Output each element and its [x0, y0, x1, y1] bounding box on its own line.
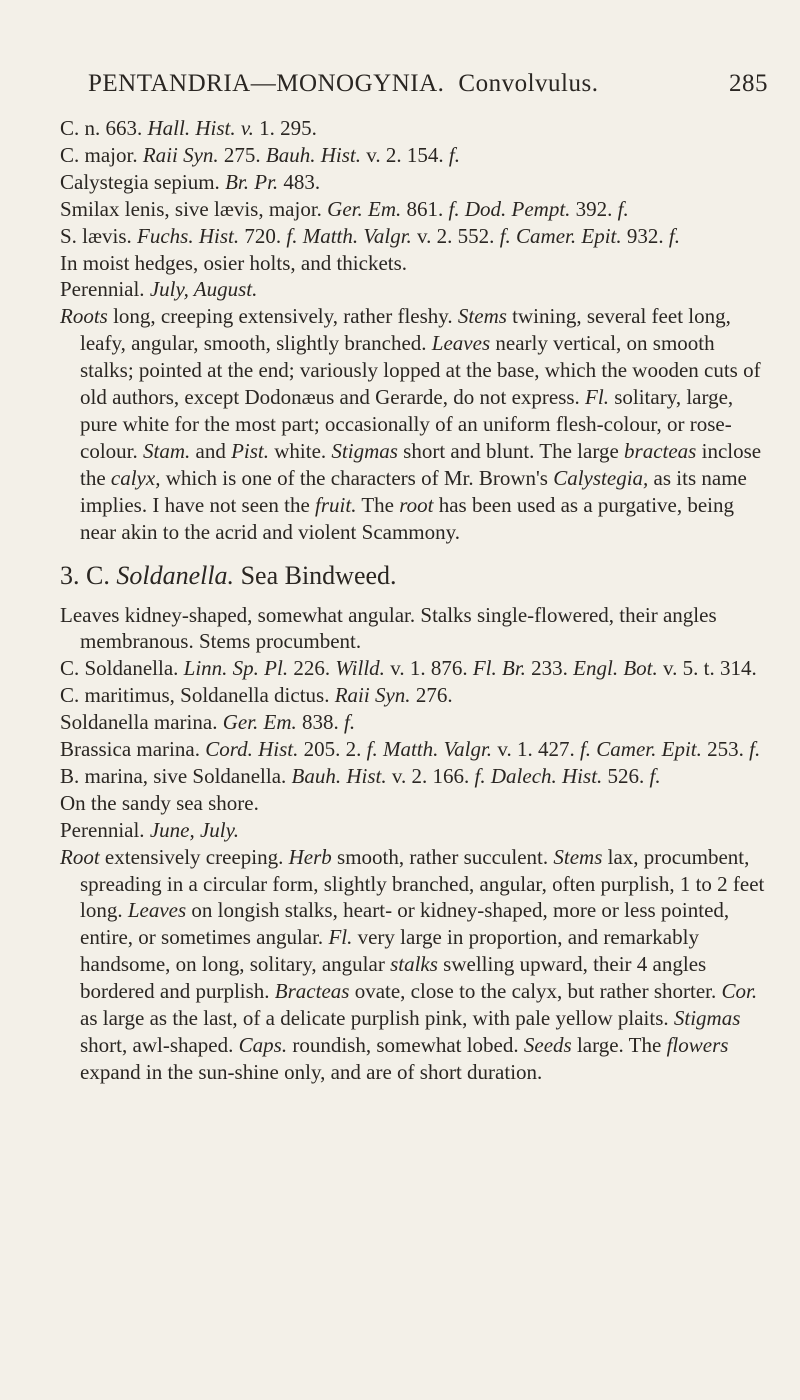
text-run: v. 1. 876. [384, 656, 473, 681]
italic-text-run: f. [649, 763, 661, 788]
text-run: 720. [239, 223, 287, 248]
italic-text-run: Ger. Em. [327, 196, 402, 221]
italic-text-run: Leaves [127, 898, 187, 923]
text-run: 233. [525, 656, 574, 681]
diagnosis-paragraph [60, 602, 772, 656]
italic-text-run: stalks [390, 952, 438, 977]
italic-text-run: Bauh. Hist. [265, 142, 362, 167]
text-run: 483. [278, 169, 321, 194]
text-run: ovate, close to the calyx, but rather shorter. [349, 979, 722, 1004]
italic-text-run: f. [366, 737, 378, 762]
text-run: very large in proportion, and remarkably handsome, on long, solitary, angular [80, 925, 699, 977]
italic-text-run: Stems [457, 304, 507, 329]
text-run: v. 2. 154. [361, 142, 449, 167]
italic-text-run: Raii Syn. [142, 142, 219, 167]
italic-text-run: Root [60, 844, 100, 869]
text-run: roundish, somewhat lobed. [287, 1033, 524, 1057]
text-run: 205. 2. [298, 737, 367, 762]
text-run: twining, several feet long, leafy, angular, smooth, slightly branched. [80, 304, 731, 356]
page-number: 285 [729, 70, 768, 97]
text-run: On the sandy sea shore. [60, 790, 259, 815]
text-run: 3. C. [60, 560, 117, 590]
synonym-entry [60, 223, 772, 250]
text-run: expand in the sun-shine only, and are of short duration. [80, 1059, 543, 1084]
text-run: v. 1. 427. [492, 737, 580, 762]
text-run: C. maritimus, Soldanella dictus. [60, 683, 335, 708]
italic-text-run: f. [474, 763, 486, 788]
text-run: short, awl-shaped. [80, 1033, 239, 1057]
text-run: 253. [701, 737, 750, 762]
header-genus: Convolvulus. [458, 70, 599, 97]
text-run: 276. [410, 683, 453, 708]
text-run: 392. [570, 196, 618, 221]
italic-text-run: Leaves [431, 331, 491, 356]
text-run: S. lævis. [60, 223, 138, 248]
text-run: white. [269, 438, 332, 463]
italic-text-run: Herb [288, 844, 332, 869]
text-run: In moist hedges, osier holts, and thickets. [60, 250, 408, 275]
italic-text-run: bracteas [624, 438, 697, 463]
text-run: 861. [401, 196, 449, 221]
italic-text-run: f. [499, 223, 511, 248]
synonym-entry [60, 763, 772, 790]
italic-text-run: Matth. Valgr. [302, 223, 412, 248]
italic-text-run: f. [579, 737, 592, 762]
header-title: PENTANDRIA—MONOGYNIA. [88, 70, 445, 97]
italic-text-run: Bauh. Hist. [291, 763, 387, 788]
italic-text-run: calyx, [110, 465, 161, 490]
duration-line [60, 276, 772, 303]
text-run: 275. [218, 142, 266, 167]
text-run: has been used as a purgative, being near akin to the acrid and violent Scammony. [80, 492, 735, 544]
text-run: which is one of the characters of Mr. Brown's [160, 465, 554, 490]
italic-text-run: Dalech. Hist. [490, 763, 603, 788]
text-run: Sea Bindweed. [234, 560, 397, 590]
text-run: extensively creeping. [99, 844, 289, 869]
text-run: long, creeping extensively, rather fleshy. [107, 304, 458, 329]
italic-text-run: Fl. Br. [472, 656, 526, 681]
italic-text-run: Cor. [721, 979, 758, 1004]
text-run: nearly vertical, on smooth stalks; pointed at the end; variously lopped at the base, which the wooden cuts of old authors, except Dodonæus and Gerarde, do not express. [80, 331, 761, 410]
italic-text-run: f. [749, 737, 761, 762]
species-heading [60, 560, 772, 592]
italic-text-run: Dod. Pempt. [464, 196, 571, 221]
duration-line [60, 817, 772, 844]
italic-text-run: root [399, 492, 434, 517]
italic-text-run: Bracteas [274, 979, 350, 1004]
text-run: B. marina, sive Soldanella. [60, 763, 292, 788]
text-run: inclose the [80, 438, 762, 490]
italic-text-run: Linn. Sp. Pl. [183, 656, 289, 681]
italic-text-run: f. [668, 223, 680, 248]
italic-text-run: Stigmas [331, 438, 398, 463]
text-run: v. 5. t. 314. [657, 656, 757, 681]
italic-text-run: Stems [553, 844, 603, 869]
text-run: C. n. 663. [60, 116, 148, 140]
italic-text-run: Fl. [585, 385, 609, 410]
description-paragraph [60, 303, 772, 545]
text-run: and [190, 438, 232, 463]
italic-text-run: Fl. [328, 925, 353, 950]
text-run: short and blunt. The large [397, 438, 625, 463]
italic-text-run: Camer. Epit. [516, 223, 622, 248]
italic-text-run: June, July. [149, 817, 240, 842]
synonym-entry [60, 115, 772, 142]
italic-text-run: Stigmas [673, 1006, 741, 1031]
text-run: lax, procumbent, spreading in a circular form, slightly branched, angular, often purplish, 1 to 2 feet long. [80, 844, 765, 923]
text-run: solitary, large, pure white for the most part; occasionally of an uniform flesh-colour, or rose-colour. [80, 385, 734, 463]
text-run: smooth, rather succulent. [331, 844, 554, 869]
text-run: 932. [621, 223, 669, 248]
text-run: Smilax lenis, sive lævis, major. [60, 196, 328, 221]
italic-text-run: Fuchs. Hist. [137, 223, 240, 248]
italic-text-run: Soldanella. [116, 560, 235, 590]
text-run: Perennial. [60, 817, 150, 842]
italic-text-run: Engl. Bot. [573, 656, 658, 681]
italic-text-run: Roots [60, 304, 108, 329]
synonym-entry [60, 169, 772, 196]
italic-text-run: f. [448, 142, 460, 167]
synonym-entry [60, 736, 772, 763]
italic-text-run: fruit. [315, 492, 357, 517]
habitat-line [60, 790, 772, 817]
text-run: swelling upward, their 4 angles bordered and purplish. [80, 952, 707, 1004]
italic-text-run: Willd. [335, 656, 385, 681]
italic-text-run: f. [344, 710, 356, 735]
synonym-entry [60, 709, 772, 736]
text-run: Brassica marina. [60, 737, 206, 762]
italic-text-run: Br. Pr. [225, 169, 279, 194]
description-paragraph [60, 844, 772, 1086]
text-run: Soldanella marina. [60, 710, 223, 735]
italic-text-run: f. [617, 196, 629, 221]
italic-text-run: Matth. Valgr. [382, 737, 493, 762]
italic-text-run: Cord. Hist. [205, 737, 299, 762]
text-run: Leaves kidney-shaped, somewhat angular. Stalks single-flowered, their angles membranous. Stems procumbent. [60, 602, 717, 654]
text-run: The [356, 492, 400, 517]
italic-text-run: Camer. Epit. [596, 737, 702, 762]
italic-text-run: flowers [666, 1033, 729, 1057]
text-run: C. Soldanella. [60, 656, 184, 681]
text-run: Calystegia sepium. [60, 169, 226, 194]
habitat-line [60, 250, 772, 277]
italic-text-run: Stam. [143, 438, 191, 463]
text-run: 838. [296, 710, 345, 735]
italic-text-run: Hall. Hist. v. [147, 116, 254, 140]
italic-text-run: Seeds [523, 1033, 572, 1057]
text-run: v. 2. 166. [386, 763, 475, 788]
synonym-entry [60, 142, 772, 169]
synonym-entry [60, 655, 772, 682]
italic-text-run: Raii Syn. [334, 683, 411, 708]
italic-text-run: Ger. Em. [222, 710, 297, 735]
text-run: large. The [571, 1033, 667, 1057]
text-run: Perennial. [60, 277, 150, 302]
running-header [88, 70, 768, 98]
synonym-entry [60, 196, 772, 223]
italic-text-run: f. [286, 223, 298, 248]
italic-text-run: Caps. [238, 1033, 288, 1057]
italic-text-run: July, August. [149, 277, 258, 302]
text-run: 1. 295. [253, 116, 317, 140]
text-run: 526. [602, 763, 650, 788]
italic-text-run: Calystegia, [553, 465, 649, 490]
text-run: on longish stalks, heart- or kidney-shaped, more or less pointed, entire, or sometimes angular. [80, 898, 730, 950]
text-run: 226. [288, 656, 336, 681]
synonym-entry [60, 682, 772, 709]
italic-text-run: Pist. [231, 438, 269, 463]
text-run: as large as the last, of a delicate purplish pink, with pale yellow plaits. [80, 1006, 674, 1031]
text-run: as its name implies. I have not seen the [80, 465, 747, 517]
text-run: v. 2. 552. [411, 223, 500, 248]
page-body [60, 115, 772, 1086]
italic-text-run: f. [448, 196, 460, 221]
text-run: C. major. [60, 142, 143, 167]
